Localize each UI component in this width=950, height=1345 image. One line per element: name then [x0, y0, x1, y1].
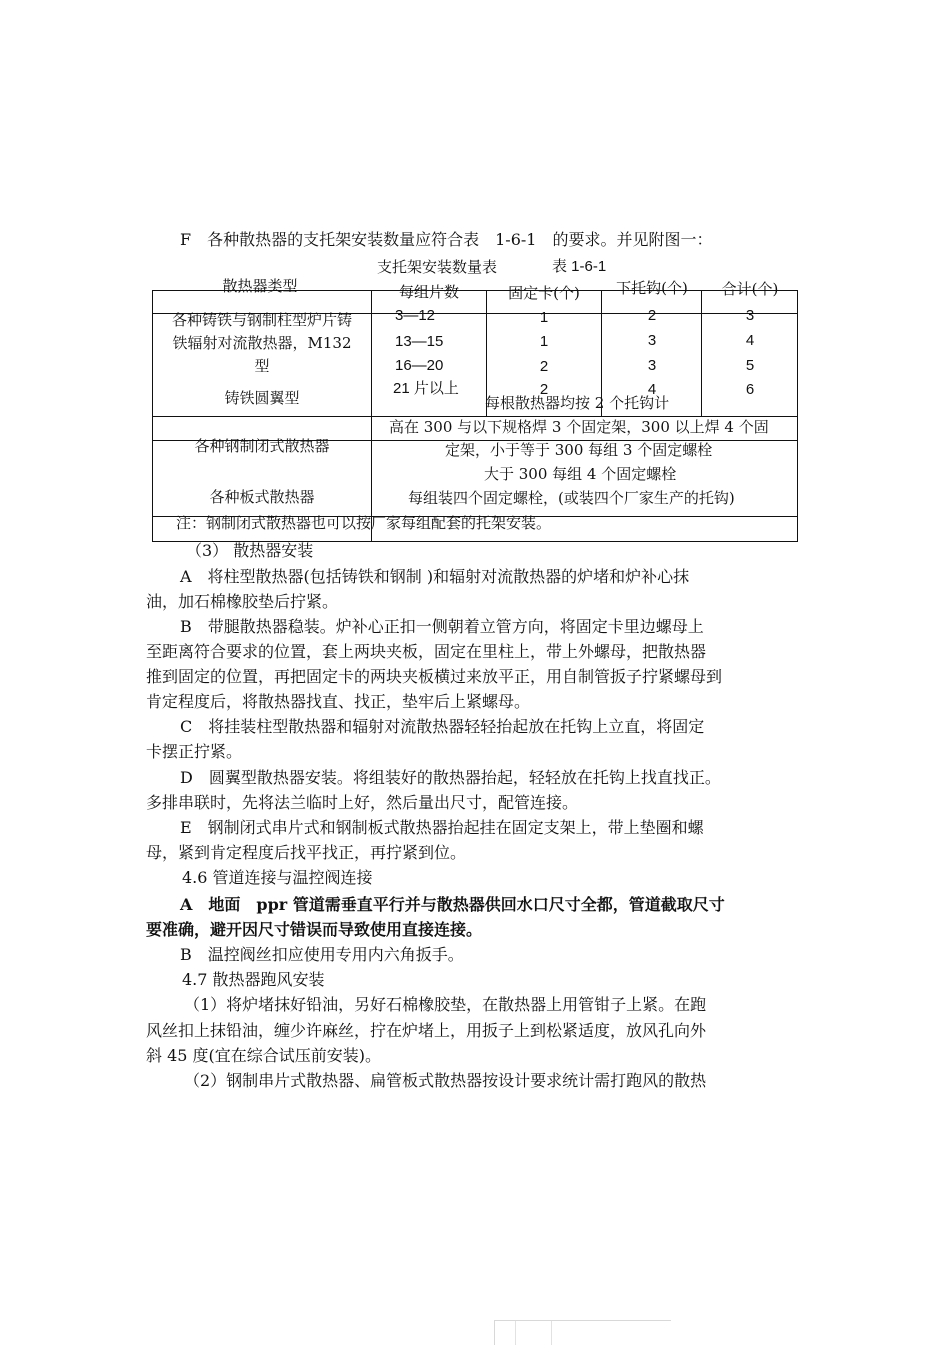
header-total: 合计(个) — [721, 280, 779, 298]
cell-pieces: 16—20 — [395, 357, 444, 374]
type-steel-closed: 各种钢制闭式散热器 — [194, 437, 330, 455]
steel-closed-note-line1: 高在 300 与以下规格焊 3 个固定架，300 以上焊 4 个固 — [389, 418, 769, 436]
section-4-7-p1-line2: 风丝扣上抹铅油，缠少许麻丝，拧在炉堵上，用扳子上到松紧适度，放风孔向外 — [146, 1021, 707, 1040]
table-number: 表 1-6-1 — [552, 258, 607, 275]
cell-hook: 4 — [647, 381, 657, 398]
header-lower-hook: 下托钩(个) — [616, 279, 688, 297]
section-3-B-line2: 至距离符合要求的位置，套上两块夹板，固定在里柱上，带上外螺母，把散热器 — [146, 642, 707, 661]
type-cast-iron-steel-column-line3: 型 — [254, 357, 270, 375]
cell-pieces: 13—15 — [395, 333, 444, 350]
cell-total: 6 — [745, 381, 755, 398]
cell-pieces: 21 片以上 — [393, 380, 459, 397]
header-pieces-per-group: 每组片数 — [398, 283, 459, 301]
cell-hook: 3 — [647, 332, 657, 349]
section-4-7-p2: （2）钢制串片式散热器、扁管板式散热器按设计要求统计需打跑风的散热 — [184, 1071, 707, 1090]
section-4-6-B: B 温控阀丝扣应使用专用内六角扳手。 — [180, 945, 464, 964]
section-4-7-title: 4.7 散热器跑风安装 — [182, 970, 325, 989]
section-3-E-line2: 母，紧到肯定程度后找平找正，再拧紧到位。 — [146, 843, 467, 862]
round-fin-note: 每根散热器均按 2 个托钩计 — [485, 394, 670, 412]
header-radiator-type: 散热器类型 — [222, 277, 298, 295]
cell-pieces: 3—12 — [395, 307, 436, 324]
page-footer-marker — [494, 1320, 671, 1345]
steel-closed-note-line2: 定架，小于等于 300 每组 3 个固定螺栓 — [445, 441, 713, 459]
type-cast-iron-steel-column-line2: 铁辐射对流散热器，M132 — [172, 334, 352, 352]
section-3-C-line1: C 将挂装柱型散热器和辐射对流散热器轻轻抬起放在托钩上立直，将固定 — [180, 717, 705, 736]
type-cast-iron-steel-column-line1: 各种铸铁与钢制柱型炉片铸 — [171, 311, 352, 329]
section-3-B-line3: 推到固定的位置，再把固定卡的两块夹板横过来放平正，用自制管扳子拧紧螺母到 — [146, 667, 723, 686]
section-3-E-line1: E 钢制闭式串片式和钢制板式散热器抬起挂在固定支架上，带上垫圈和螺 — [180, 818, 704, 837]
section-3-A-line2: 油，加石棉橡胶垫后拧紧。 — [146, 592, 339, 611]
section-4-6-title: 4.6 管道连接与温控阀连接 — [182, 868, 373, 887]
table-rule — [797, 290, 798, 542]
cell-hook: 2 — [647, 307, 657, 324]
section-4-7-p1-line1: （1）将炉堵抹好铅油，另好石棉橡胶垫，在散热器上用管钳子上紧。在跑 — [184, 995, 707, 1014]
section-3-B-line1: B 带腿散热器稳装。炉补心正扣一侧朝着立管方向，将固定卡里边螺母上 — [180, 617, 704, 636]
cell-clip: 1 — [539, 333, 549, 350]
section-3-D-line1: D 圆翼型散热器安装。将组装好的散热器抬起，轻轻放在托钩上找直找正。 — [180, 768, 721, 787]
footer-divider — [515, 1321, 516, 1345]
table-caption: 支托架安装数量表 — [377, 258, 498, 276]
intro-paragraph: F 各种散热器的支托架安装数量应符合表 1-6-1 的要求。并见附图一： — [180, 230, 713, 249]
type-cast-iron-round-fin: 铸铁圆翼型 — [224, 389, 300, 407]
section-4-7-p1-line3: 斜 45 度(宜在综合试压前安装)。 — [146, 1046, 382, 1065]
section-3-title: （3） 散热器安装 — [186, 541, 314, 560]
cell-clip: 2 — [539, 358, 549, 375]
section-3-D-line2: 多排串联时，先将法兰临时上好，然后量出尺寸，配管连接。 — [146, 793, 579, 812]
cell-clip: 2 — [539, 381, 549, 398]
cell-clip: 1 — [539, 309, 549, 326]
cell-total: 5 — [745, 357, 755, 374]
panel-note: 每组装四个固定螺栓，(或装四个厂家生产的托钩) — [408, 489, 735, 507]
cell-total: 3 — [745, 307, 755, 324]
section-4-6-A-line2: 要准确，避开因尺寸错误而导致使用直接连接。 — [146, 920, 483, 939]
table-footnote: 注：钢制闭式散热器也可以按厂家每组配套的托架安装。 — [176, 514, 552, 532]
steel-closed-note-line3: 大于 300 每组 4 个固定螺栓 — [484, 465, 677, 483]
cell-total: 4 — [745, 332, 755, 349]
header-fixing-clip: 固定卡(个) — [508, 284, 580, 302]
section-3-B-line4: 肯定程度后，将散热器找直、找正，垫牢后上紧螺母。 — [146, 692, 531, 711]
section-3-C-line2: 卡摆正拧紧。 — [146, 742, 243, 761]
type-panel: 各种板式散热器 — [209, 488, 315, 506]
section-3-A-line1: A 将柱型散热器(包括铸铁和钢制 )和辐射对流散热器的炉堵和炉补心抹 — [180, 567, 690, 586]
section-4-6-A-line1: A 地面 ppr 管道需垂直平行并与散热器供回水口尺寸全都，管道截取尺寸 — [180, 895, 725, 914]
cell-hook: 3 — [647, 357, 657, 374]
footer-divider — [551, 1321, 552, 1345]
